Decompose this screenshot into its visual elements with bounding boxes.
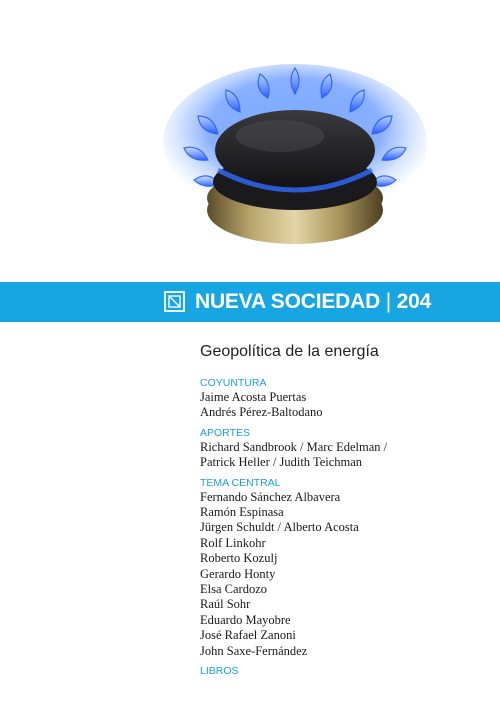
nueva-sociedad-logo-icon [164, 291, 185, 312]
author-line: Richard Sandbrook / Marc Edelman / [200, 439, 388, 454]
author-line: Gerardo Honty [200, 566, 276, 581]
author-line: Jürgen Schuldt / Alberto Acosta [200, 520, 359, 535]
brand-name: NUEVA SOCIEDAD [195, 290, 381, 313]
author-line: José Rafael Zanoni [200, 628, 296, 643]
issue-number: 204 [396, 290, 432, 313]
issue-theme: Geopolítica de la energía [200, 343, 379, 360]
author-line: Ramón Espinasa [200, 505, 284, 520]
author-line: Fernando Sánchez Albavera [200, 489, 341, 504]
author-line: Roberto Kozulj [200, 551, 278, 566]
section-label: APORTES [200, 426, 250, 439]
author-line: Patrick Heller / Judith Teichman [200, 455, 363, 470]
author-line: Raúl Sohr [200, 597, 251, 612]
section-label: COYUNTURA [200, 377, 267, 389]
title-separator: | [385, 290, 391, 313]
section-label: LIBROS [200, 665, 239, 678]
author-line: Elsa Cardozo [200, 582, 267, 597]
author-line: Rolf Linkohr [200, 535, 266, 550]
author-line: Jaime Acosta Puertas [200, 390, 307, 404]
contents-list [200, 377, 490, 684]
author-line: Eduardo Mayobre [200, 612, 291, 627]
magazine-title [195, 286, 431, 318]
author-line: John Saxe-Fernández [200, 643, 308, 658]
section-coyuntura [200, 377, 490, 421]
author-line: Andrés Pérez-Baltodano [200, 405, 323, 420]
section-libros [200, 665, 490, 678]
gas-burner-photo [160, 50, 430, 260]
section-label: TEMA CENTRAL [200, 476, 281, 489]
section-tema-central [200, 477, 490, 659]
section-aportes [200, 427, 490, 471]
